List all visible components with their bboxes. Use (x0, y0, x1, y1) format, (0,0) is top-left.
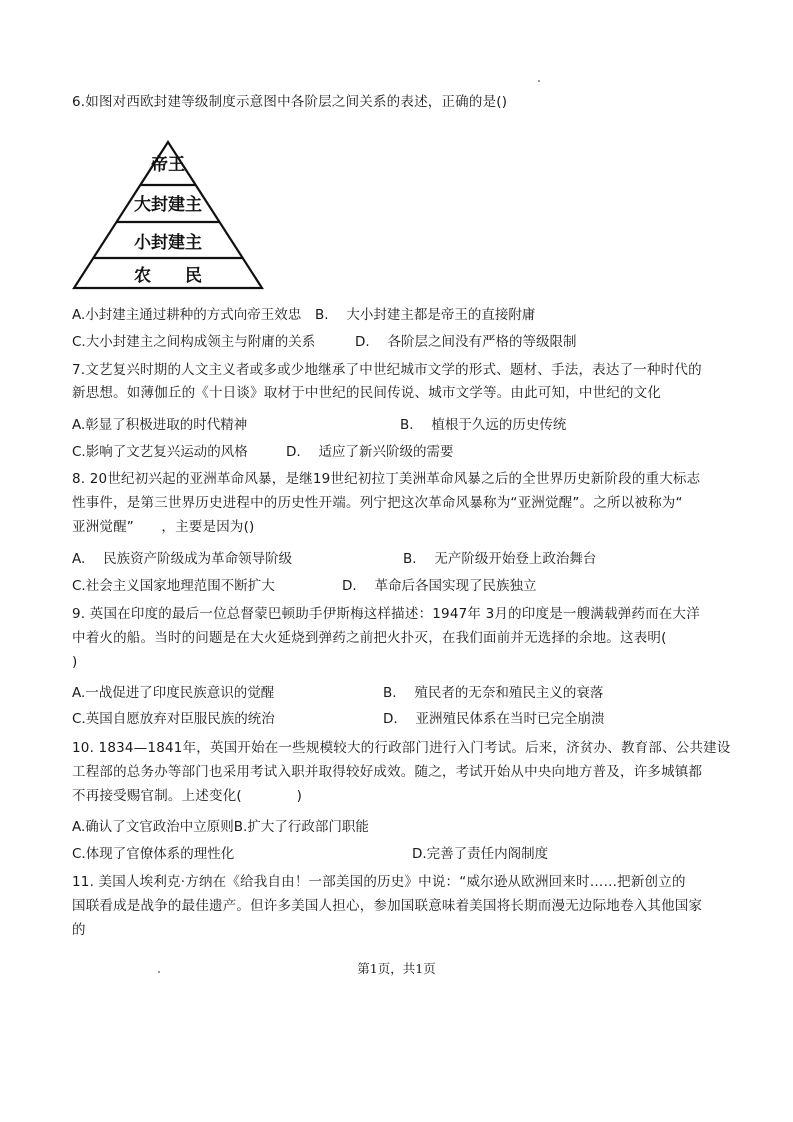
scan-speck (538, 80, 540, 82)
q9-stem-line-3: ) (72, 654, 78, 670)
q8-stem-line-3: 亚洲觉醒” ，主要是因为() (72, 519, 255, 535)
q10-stem-line-2: 工程部的总务办等部门也采用考试入职并取得较好成效。随之，考试开始从中央向地方普及，许多城镇都 (72, 764, 703, 780)
q7-stem-line-1: 7.文艺复兴时期的人文主义者或多或少地继承了中世纪城市文学的形式、题材、手法，表达了一种时代的 (72, 362, 702, 378)
q8-stem-line-2: 性事件，是第三世界历史进程中的历史性开端。列宁把这次革命风暴称为“亚洲觉醒”。之所以被称为“ (72, 495, 683, 511)
q7-option-d[interactable]: D. 适应了新兴阶级的需要 (286, 444, 454, 460)
pyramid-level-lesser-lords: 小封建主 (134, 233, 202, 253)
q9-option-c[interactable]: C.英国自愿放弃对臣服民族的统治 (72, 711, 275, 727)
q7-option-a[interactable]: A.彰显了积极进取的时代精神 (72, 417, 248, 433)
q6-option-a[interactable]: A.小封建主通过耕种的方式向帝王效忠 (72, 307, 302, 323)
q10-option-d[interactable]: D.完善了责任内阁制度 (412, 846, 549, 862)
q6-stem: 6.如图对西欧封建等级制度示意图中各阶层之间关系的表述，正确的是() (72, 94, 508, 110)
q6-option-c[interactable]: C.大小封建主之间构成领主与附庸的关系 (72, 334, 316, 350)
pyramid-level-emperor: 帝王 (151, 155, 185, 175)
page-number-footer: 第1页，共1页 (357, 961, 436, 976)
q6-option-b[interactable]: B. 大小封建主都是帝王的直接附庸 (315, 307, 536, 323)
q6-option-d[interactable]: D. 各阶层之间没有严格的等级限制 (355, 334, 577, 350)
q8-option-a[interactable]: A. 民族资产阶级成为革命领导阶级 (72, 551, 293, 567)
q11-stem-line-1: 11. 美国人埃利克·方纳在《给我自由！一部美国的历史》中说：“威尔逊从欧洲回来时……把新创立的 (72, 874, 686, 890)
q9-option-d[interactable]: D. 亚洲殖民体系在当时已完全崩溃 (383, 711, 605, 727)
q10-stem-line-3: 不再接受赐官制。上述变化( ) (72, 788, 303, 804)
q9-stem-line-1: 9. 英国在印度的最后一位总督蒙巴顿助手伊斯梅这样描述：1947年 3月的印度是一艘满载弹药而在大洋 (72, 606, 700, 622)
q8-option-c[interactable]: C.社会主义国家地理范围不断扩大 (72, 578, 275, 594)
q7-option-b[interactable]: B. 植根于久远的历史传统 (400, 417, 567, 433)
q11-stem-line-2: 国联看成是战争的最佳遗产。但许多美国人担心，参加国联意味着美国将长期而漫无边际地卷入其他国家 (72, 898, 703, 914)
q8-stem-line-1: 8. 20世纪初兴起的亚洲革命风暴，是继19世纪初拉丁美洲革命风暴之后的全世界历史新阶段的重大标志 (72, 471, 701, 487)
q8-option-d[interactable]: D. 革命后各国实现了民族独立 (342, 578, 537, 594)
q10-stem-line-1: 10. 1834—1841年，英国开始在一些规模较大的行政部门进行入门考试。后来，济贫办、教育部、公共建设 (72, 740, 731, 756)
q8-option-b[interactable]: B. 无产阶级开始登上政治舞台 (403, 551, 597, 567)
q9-stem-line-2: 中着火的船。当时的问题是在大火延烧到弹药之前把火扑灭，在我们面前并无选择的余地。这表明( (72, 630, 667, 646)
q9-option-b[interactable]: B. 殖民者的无奈和殖民主义的衰落 (383, 685, 604, 701)
q10-option-a-b[interactable]: A.确认了文官政治中立原则B.扩大了行政部门职能 (72, 819, 369, 835)
q7-stem-line-2: 新思想。如薄伽丘的《十日谈》取材于中世纪的民间传说、城市文学等。由此可知，中世纪的文化 (72, 385, 662, 401)
q7-option-c[interactable]: C.影响了文艺复兴运动的风格 (72, 444, 248, 460)
q9-option-a[interactable]: A.一战促进了印度民族意识的觉醒 (72, 685, 275, 701)
q10-option-c[interactable]: C.体现了官僚体系的理性化 (72, 846, 235, 862)
q11-stem-line-3: 的 (72, 922, 86, 938)
feudal-hierarchy-pyramid (72, 140, 264, 290)
pyramid-level-great-lords: 大封建主 (134, 195, 202, 215)
pyramid-level-peasants: 农 民 (134, 266, 202, 286)
